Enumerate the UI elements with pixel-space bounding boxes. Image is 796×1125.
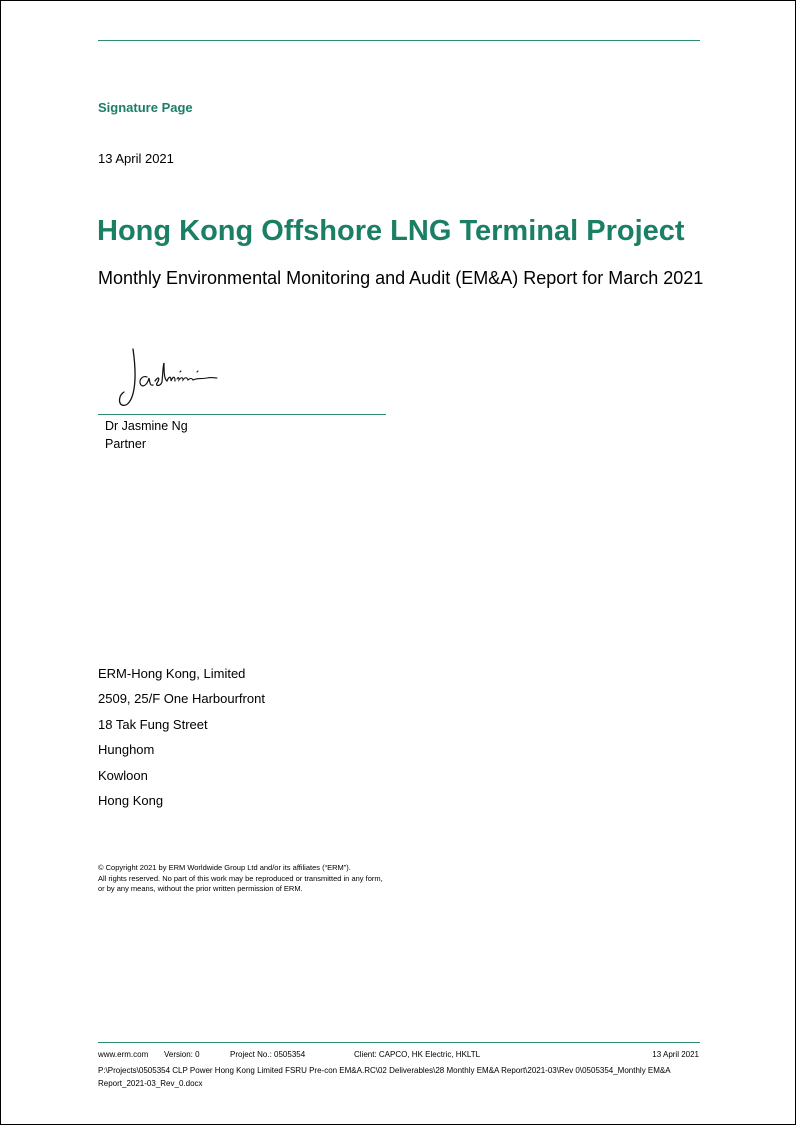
section-heading: Signature Page <box>98 100 193 115</box>
address-line: 2509, 25/F One Harbourfront <box>98 691 265 707</box>
address-line: 18 Tak Fung Street <box>98 716 208 732</box>
page-title: Hong Kong Offshore LNG Terminal Project <box>97 215 685 247</box>
footer-project-number: Project No.: 0505354 <box>230 1050 306 1059</box>
handwritten-signature <box>111 345 231 411</box>
header-rule <box>98 40 700 41</box>
footer-date: 13 April 2021 <box>652 1050 699 1059</box>
address-line: Hunghom <box>98 742 155 758</box>
footer-version: Version: 0 <box>164 1050 200 1059</box>
footer-rule <box>98 1042 700 1043</box>
footer-file-path: P:\Projects\0505354 CLP Power Hong Kong Limited FSRU Pre-con EM&A.RC\02 Deliverables\28 Monthly EM&A Report\2021-03\Rev 0\0505354_Monthly EM&A Report_2021-03_Rev_0.docx <box>98 1066 671 1088</box>
signatory-role: Partner <box>105 437 146 451</box>
copyright-notice <box>98 863 383 895</box>
copyright-line: © Copyright 2021 by ERM Worldwide Group Ltd and/or its affiliates (“ERM”). <box>98 863 351 872</box>
copyright-line: All rights reserved. No part of this work may be reproduced or transmitted in any form, <box>98 873 383 883</box>
address-line: ERM-Hong Kong, Limited <box>98 666 246 681</box>
footer-website: www.erm.com <box>98 1050 149 1059</box>
address-line: Hong Kong <box>98 792 164 808</box>
company-address <box>98 665 265 817</box>
page-subtitle: Monthly Environmental Monitoring and Audit (EM&A) Report for March 2021 <box>98 268 704 288</box>
signatory-name: Dr Jasmine Ng <box>105 419 188 433</box>
signature-line <box>98 414 386 415</box>
copyright-line: or by any means, without the prior written permission of ERM. <box>98 884 303 893</box>
address-line: Kowloon <box>98 767 148 783</box>
report-date: 13 April 2021 <box>98 151 174 166</box>
footer-client: Client: CAPCO, HK Electric, HKLTL <box>354 1050 481 1059</box>
